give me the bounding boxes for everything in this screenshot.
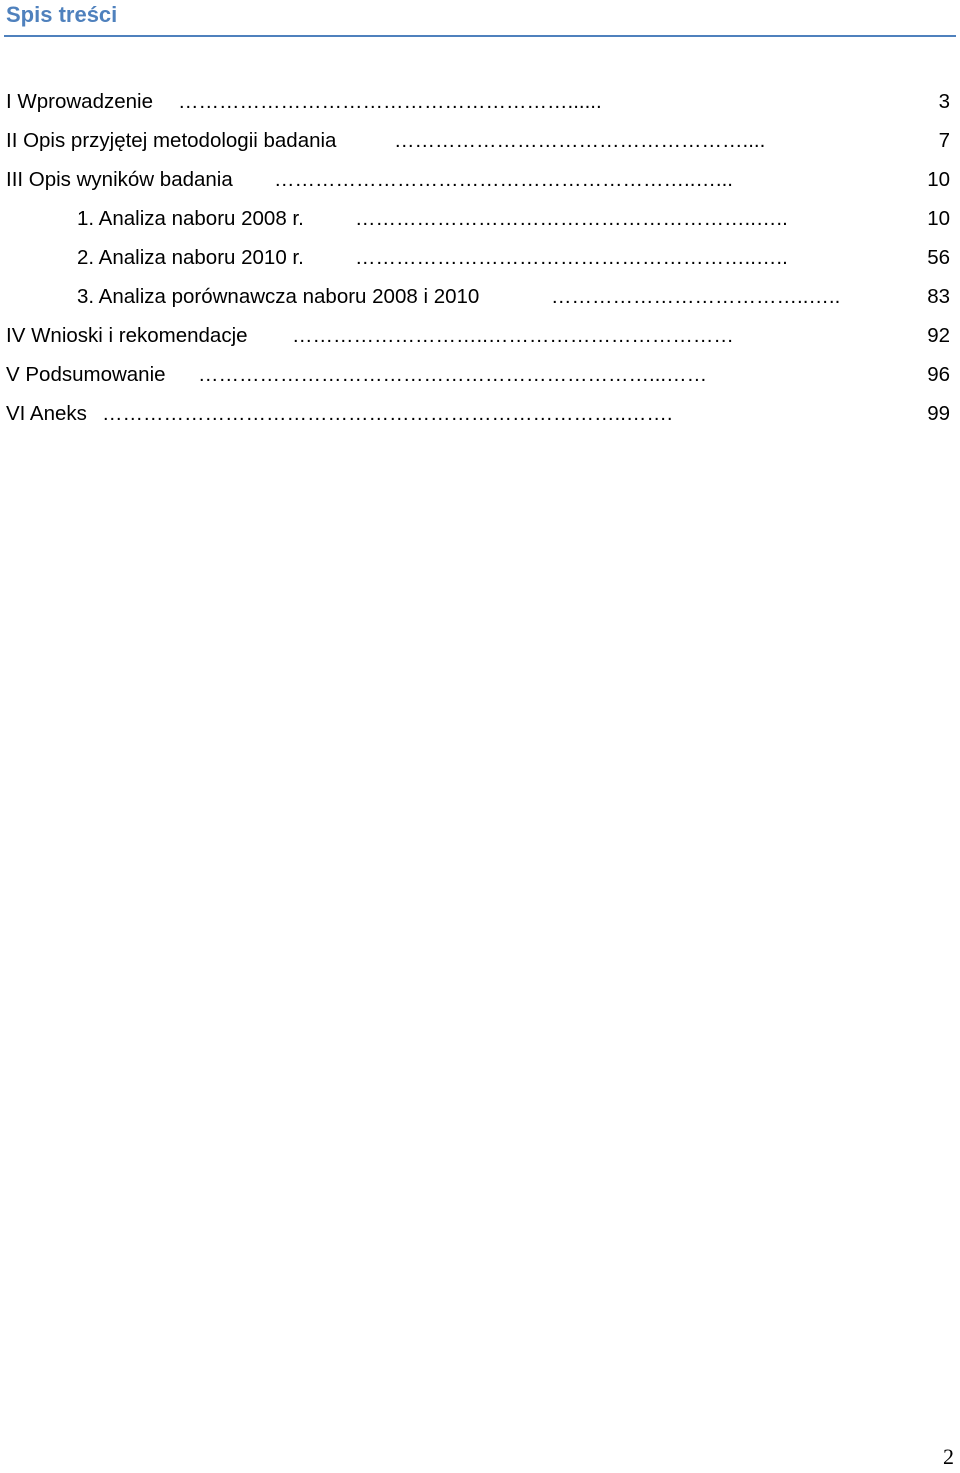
toc-leader: ……………………………………………....: [394, 129, 766, 152]
toc-entry-annex[interactable]: [6, 399, 950, 429]
toc-entry-page: 7: [939, 126, 950, 156]
toc-entry-title: V Podsumowanie: [6, 360, 166, 390]
toc-leader: ……………………………………………………..…...: [274, 168, 733, 191]
toc-entry-page: 96: [927, 360, 950, 390]
toc-entry-page: 92: [927, 321, 950, 351]
toc-entry-page: 56: [927, 243, 950, 273]
toc-entry-title: 2. Analiza naboru 2010 r.: [77, 243, 304, 273]
toc-entry-title: III Opis wyników badania: [6, 165, 233, 195]
toc-leader: ………………………………..…..: [551, 285, 841, 308]
toc-entry-conclusions[interactable]: [6, 321, 950, 351]
toc-entry-title: VI Aneks: [6, 399, 87, 429]
toc-entry-title: 3. Analiza porównawcza naboru 2008 i 2010: [77, 282, 479, 312]
toc-leader: …………………………………………………..…..: [355, 246, 788, 269]
toc-entry-page: 10: [927, 204, 950, 234]
toc-entry-analysis-2008[interactable]: [77, 204, 950, 234]
toc-entry-title: 1. Analiza naboru 2008 r.: [77, 204, 304, 234]
toc-entry-results[interactable]: [6, 165, 950, 195]
toc-entry-title: IV Wnioski i rekomendacje: [6, 321, 248, 351]
toc-leader: …………………………………………………………………..…….: [102, 402, 673, 425]
toc-entry-introduction[interactable]: [6, 87, 950, 117]
toc-entry-comparison[interactable]: [77, 282, 950, 312]
toc-entry-summary[interactable]: [6, 360, 950, 390]
toc-leader: …………………………………………………..…..: [355, 207, 788, 230]
toc-entry-page: 10: [927, 165, 950, 195]
heading-rule: [4, 35, 956, 37]
toc-entry-page: 99: [927, 399, 950, 429]
page-number: 2: [943, 1444, 954, 1469]
toc-heading: Spis treści: [6, 2, 118, 27]
toc-entry-title: II Opis przyjętej metodologii badania: [6, 126, 336, 156]
toc-entry-page: 3: [939, 87, 950, 117]
toc-leader: …………………………………………………………...……: [198, 363, 708, 386]
toc-entry-page: 83: [927, 282, 950, 312]
toc-entry-title: I Wprowadzenie: [6, 87, 153, 117]
toc-leader: ………………………..………………………………: [292, 324, 734, 347]
toc-entry-analysis-2010[interactable]: [77, 243, 950, 273]
toc-leader: …………………………………………………......: [178, 90, 602, 113]
toc-entry-methodology[interactable]: [6, 126, 950, 156]
